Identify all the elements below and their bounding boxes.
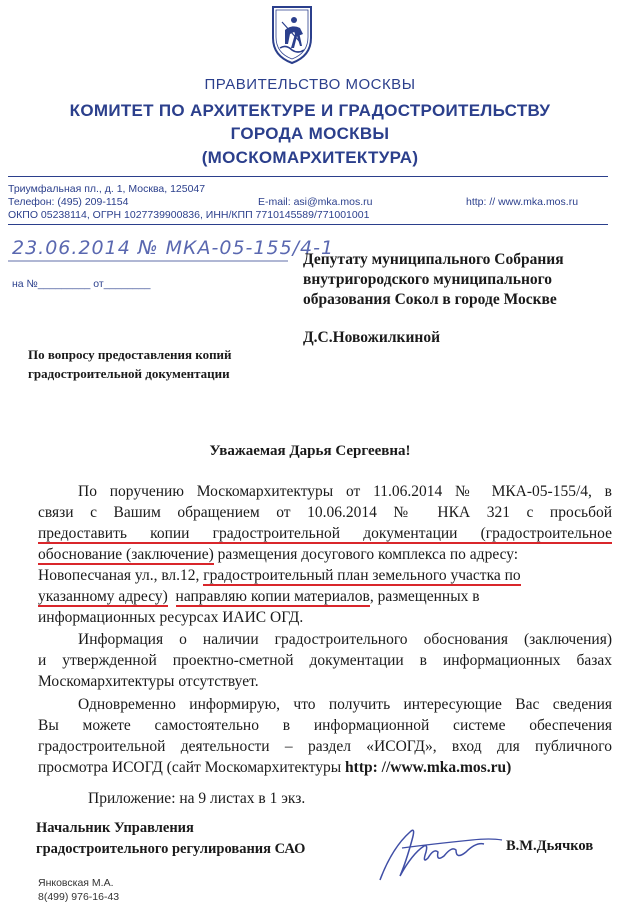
paragraph3-line1: Одновременно информирую, что получить интересующие Вас сведения (78, 696, 612, 713)
subject-line1: По вопросу предоставления копий (28, 347, 232, 362)
mka-website-link[interactable]: http: //www.mka.mos.ru) (345, 759, 512, 776)
subject-line2: градостроительной документации (28, 366, 230, 381)
position-line1: Начальник Управления (36, 820, 194, 836)
contact-email[interactable]: E-mail: asi@mka.mos.ru (258, 196, 373, 208)
paragraph2-line1: Информация о наличии градостроительного обоснования (заключения) (78, 631, 612, 648)
committee-name-line3: (МОСКОМАРХИТЕКТУРА) (201, 148, 419, 167)
executor-phone: 8(499) 976-16-43 (38, 891, 120, 903)
government-title: ПРАВИТЕЛЬСТВО МОСКВЫ (204, 76, 416, 93)
letter-subject (28, 345, 232, 383)
paragraph1-line7: информационных ресурсах ИАИС ОГД. (38, 609, 304, 626)
reply-reference: на №_________ от________ (12, 278, 151, 290)
paragraph1-line5-start: Новопесчаная ул., вл.12, (38, 567, 204, 584)
paragraph1-line1: По поручению Москомархитектуры от 11.06.2014 № МКА-05-155/4, в (78, 483, 612, 500)
paragraph1-line6 (38, 588, 480, 606)
highlight-substantiation: обоснование (заключение) (38, 546, 214, 563)
executor-name: Янковская М.А. (38, 877, 114, 889)
paragraph2-line3: Москомархитектуры отсутствует. (38, 673, 259, 690)
registration-number: 23.06.2014 № МКА-05-155/4-1 (12, 237, 335, 259)
contact-website[interactable]: http: // www.mka.mos.ru (466, 196, 579, 208)
addressee-line1: Депутату муниципального Собрания (303, 251, 564, 268)
paragraph3-line3: градостроительной деятельности – раздел «ИСОГД», вход для публичного (38, 738, 612, 755)
moscow-coat-of-arms-icon (270, 4, 314, 66)
executor-info (38, 876, 119, 904)
salutation: Уважаемая Дарья Сергеевна! (209, 443, 411, 459)
contact-divider (8, 224, 608, 225)
handwritten-signature (372, 818, 512, 890)
contact-address: Триумфальная пл., д. 1, Москва, 125047 (8, 183, 206, 195)
paragraph1-line6-rest: , размещенных в (369, 588, 480, 605)
paragraph3-line2: Вы можете самостоятельно в информационной системе обеспечения (38, 717, 612, 734)
committee-name-line1: КОМИТЕТ ПО АРХИТЕКТУРЕ И ГРАДОСТРОИТЕЛЬСТВУ (69, 101, 551, 120)
paragraph2-line2: и утвержденной проектно-сметной документации в информационных базах (38, 652, 612, 669)
addressee-line3: образования Сокол в городе Москве (303, 291, 557, 308)
paragraph1-line2: связи с Вашим обращением от 10.06.2014 № НКА 321 с просьбой (38, 504, 612, 521)
highlight-address: указанному адресу) (38, 588, 168, 605)
signatory-position (36, 818, 305, 860)
contact-phone: Телефон: (495) 209-1154 (8, 196, 129, 208)
highlight-plan: градостроительный план земельного участка по (203, 567, 521, 584)
paragraph3-line4 (38, 759, 511, 777)
contact-codes: ОКПО 05238114, ОГРН 1027739900836, ИНН/КПП 7710145589/771001001 (8, 209, 370, 221)
position-line2: градостроительного регулирования САО (36, 841, 306, 857)
addressee-name: Д.С.Новожилкиной (303, 329, 440, 346)
highlight-request: предоставить копии градостроительной документации (градостроительное (38, 525, 612, 542)
signatory-name: В.М.Дьячков (506, 838, 594, 854)
header-divider (8, 176, 608, 177)
addressee-block (303, 250, 564, 310)
attachment-note: Приложение: на 9 листах в 1 экз. (88, 790, 306, 807)
paragraph3-line4-text: просмотра ИСОГД (сайт Москомархитектуры (38, 759, 346, 776)
highlight-copies: направляю копии материалов (175, 588, 370, 605)
paragraph1-line4 (38, 546, 518, 564)
paragraph1-line5 (38, 567, 521, 585)
addressee-line2: внутригородского муниципального (303, 271, 553, 288)
registration-underline (8, 258, 288, 264)
paragraph1-line4-rest: размещения досугового комплекса по адресу: (213, 546, 519, 563)
paragraph1-line3 (38, 525, 612, 543)
committee-name-line2: ГОРОДА МОСКВЫ (230, 124, 390, 143)
